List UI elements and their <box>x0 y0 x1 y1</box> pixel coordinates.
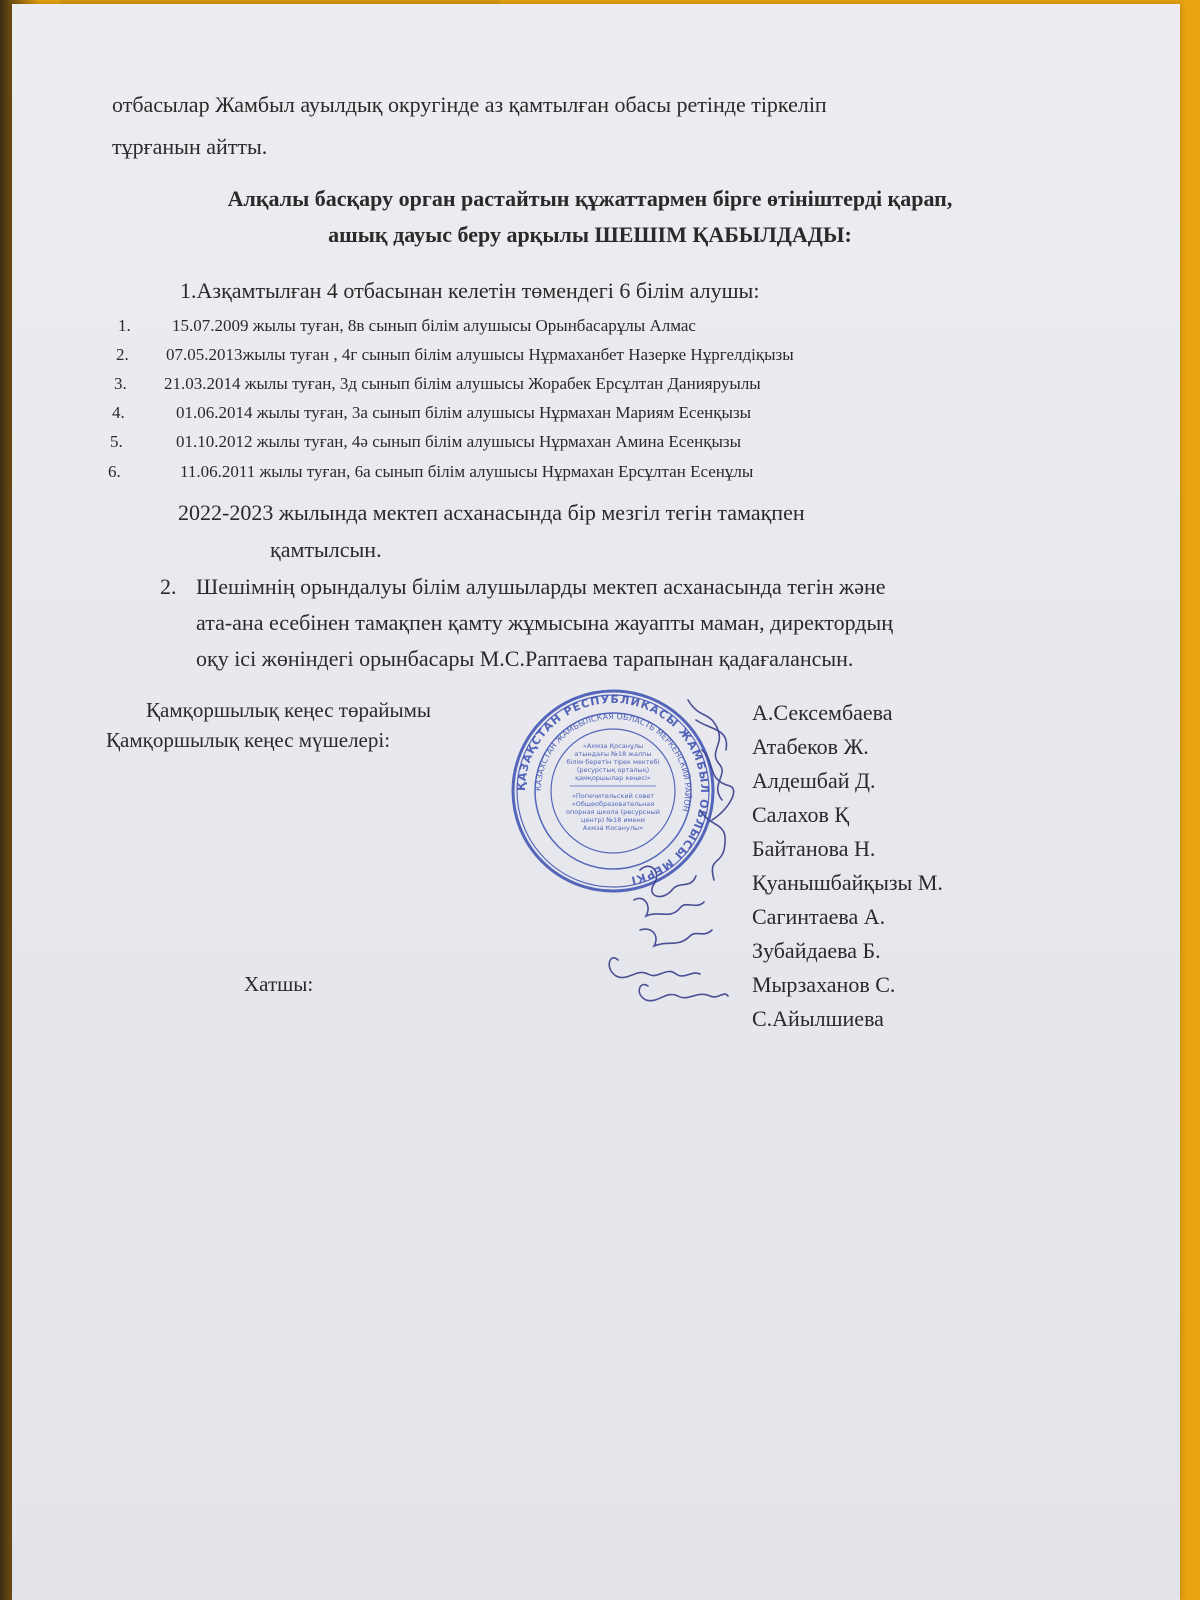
student-text: 11.06.2011 жылы туған, 6а сынып білім алушысы Нұрмахан Ерсұлтан Есенұлы <box>180 462 754 481</box>
intro-line-1: отбасылар Жамбыл ауылдық округінде аз қамтылған обасы ретінде тіркеліп <box>112 92 827 117</box>
intro-line-2: тұрғанын айтты. <box>112 134 268 159</box>
svg-text:(ресурстық орталық): (ресурстық орталық) <box>576 766 650 774</box>
chair-label: Қамқоршылық кеңес төрайымы <box>146 698 432 722</box>
member-name: Зубайдаева Б. <box>752 938 881 963</box>
student-number: 1. <box>118 316 131 335</box>
student-text: 07.05.2013жылы туған , 4г сынып білім алушысы Нұрмаханбет Назерке Нұргелдіқызы <box>166 345 794 364</box>
member-name: Қуанышбайқызы М. <box>752 870 943 895</box>
member-name: А.Сексембаева <box>752 700 893 725</box>
student-number: 2. <box>116 345 129 364</box>
svg-text:центр) №18 имени: центр) №18 имени <box>581 816 645 824</box>
point-2-number: 2. <box>160 574 177 599</box>
student-text: 21.03.2014 жылы туған, 3д сынып білім алушысы Жорабек Ерсұлтан Данияруылы <box>164 374 761 393</box>
student-text: 01.10.2012 жылы туған, 4ә сынып білім алушысы Нұрмахан Амина Есенқызы <box>176 432 742 451</box>
member-name: Алдешбай Д. <box>752 768 876 793</box>
member-name: Салахов Қ <box>752 802 850 827</box>
student-number: 6. <box>108 462 121 481</box>
svg-text:білім беретін тірек мектебі: білім беретін тірек мектебі <box>566 758 660 766</box>
point-2-line-2: ата-ана есебінен тамақпен қамту жұмысына жауапты маман, директордың <box>196 610 894 635</box>
student-text: 15.07.2009 жылы туған, 8в сынып білім алушысы Орынбасарұлы Алмас <box>172 316 696 335</box>
point-1-conclusion-line-2: қамтылсын. <box>270 537 382 562</box>
point-1-title: 1.Азқамтылған 4 отбасынан келетін төмендегі 6 білім алушы: <box>180 278 760 303</box>
svg-text:атындағы №18 жалпы: атындағы №18 жалпы <box>574 750 652 758</box>
svg-text:КАЗАХСТАН ЖАМБЫЛСКАЯ ОБЛАСТЬ М: КАЗАХСТАН ЖАМБЫЛСКАЯ ОБЛАСТЬ МЕРКЕНСКИЙ РАЙОН <box>533 711 693 813</box>
decision-heading-line-2: ашық дауыс беру арқылы ШЕШІМ ҚАБЫЛДАДЫ: <box>328 222 852 247</box>
members-label: Қамқоршылық кеңес мүшелері: <box>106 728 391 752</box>
student-number: 5. <box>110 432 123 451</box>
svg-text:«Попечительский совет: «Попечительский совет <box>571 792 655 800</box>
svg-text:опорная школа (ресурсный: опорная школа (ресурсный <box>566 808 660 816</box>
svg-text:Ахмза Косанулы»: Ахмза Косанулы» <box>582 824 644 832</box>
svg-text:«Ахмза Қосанұлы: «Ахмза Қосанұлы <box>582 742 644 750</box>
student-text: 01.06.2014 жылы туған, 3а сынып білім алушысы Нұрмахан Мариям Есенқызы <box>176 403 752 422</box>
member-name: Байтанова Н. <box>752 836 876 861</box>
decision-heading-line-1: Алқалы басқару орган растайтын құжаттармен бірге өтініштерді қарап, <box>227 186 953 211</box>
svg-text:қамқоршылар кеңесі»: қамқоршылар кеңесі» <box>575 774 651 782</box>
member-name: Мырзаханов С. <box>752 972 896 997</box>
point-1-conclusion-line-1: 2022-2023 жылында мектеп асханасында бір мезгіл тегін тамақпен <box>178 500 805 525</box>
member-name: С.Айылшиева <box>752 1006 884 1031</box>
handwritten-signatures <box>600 690 760 1030</box>
member-name: Сагинтаева А. <box>752 904 886 929</box>
point-2-line-1: Шешімнің орындалуы білім алушыларды мектеп асханасында тегін және <box>196 574 886 599</box>
member-name: Атабеков Ж. <box>752 734 869 759</box>
svg-text:«Общеобразовательная: «Общеобразовательная <box>571 800 655 808</box>
student-number: 4. <box>112 403 125 422</box>
point-2-line-3: оқу ісі жөніндегі орынбасары М.С.Раптаева тарапынан қадағалансын. <box>196 646 854 671</box>
student-number: 3. <box>114 374 127 393</box>
secretary-label: Хатшы: <box>244 972 314 996</box>
svg-text:ҚАЗАҚСТАН РЕСПУБЛИКАСЫ ЖАМБЫЛ: ҚАЗАҚСТАН РЕСПУБЛИКАСЫ ЖАМБЫЛ ОБЛЫСЫ МЕРКІ <box>514 692 712 888</box>
